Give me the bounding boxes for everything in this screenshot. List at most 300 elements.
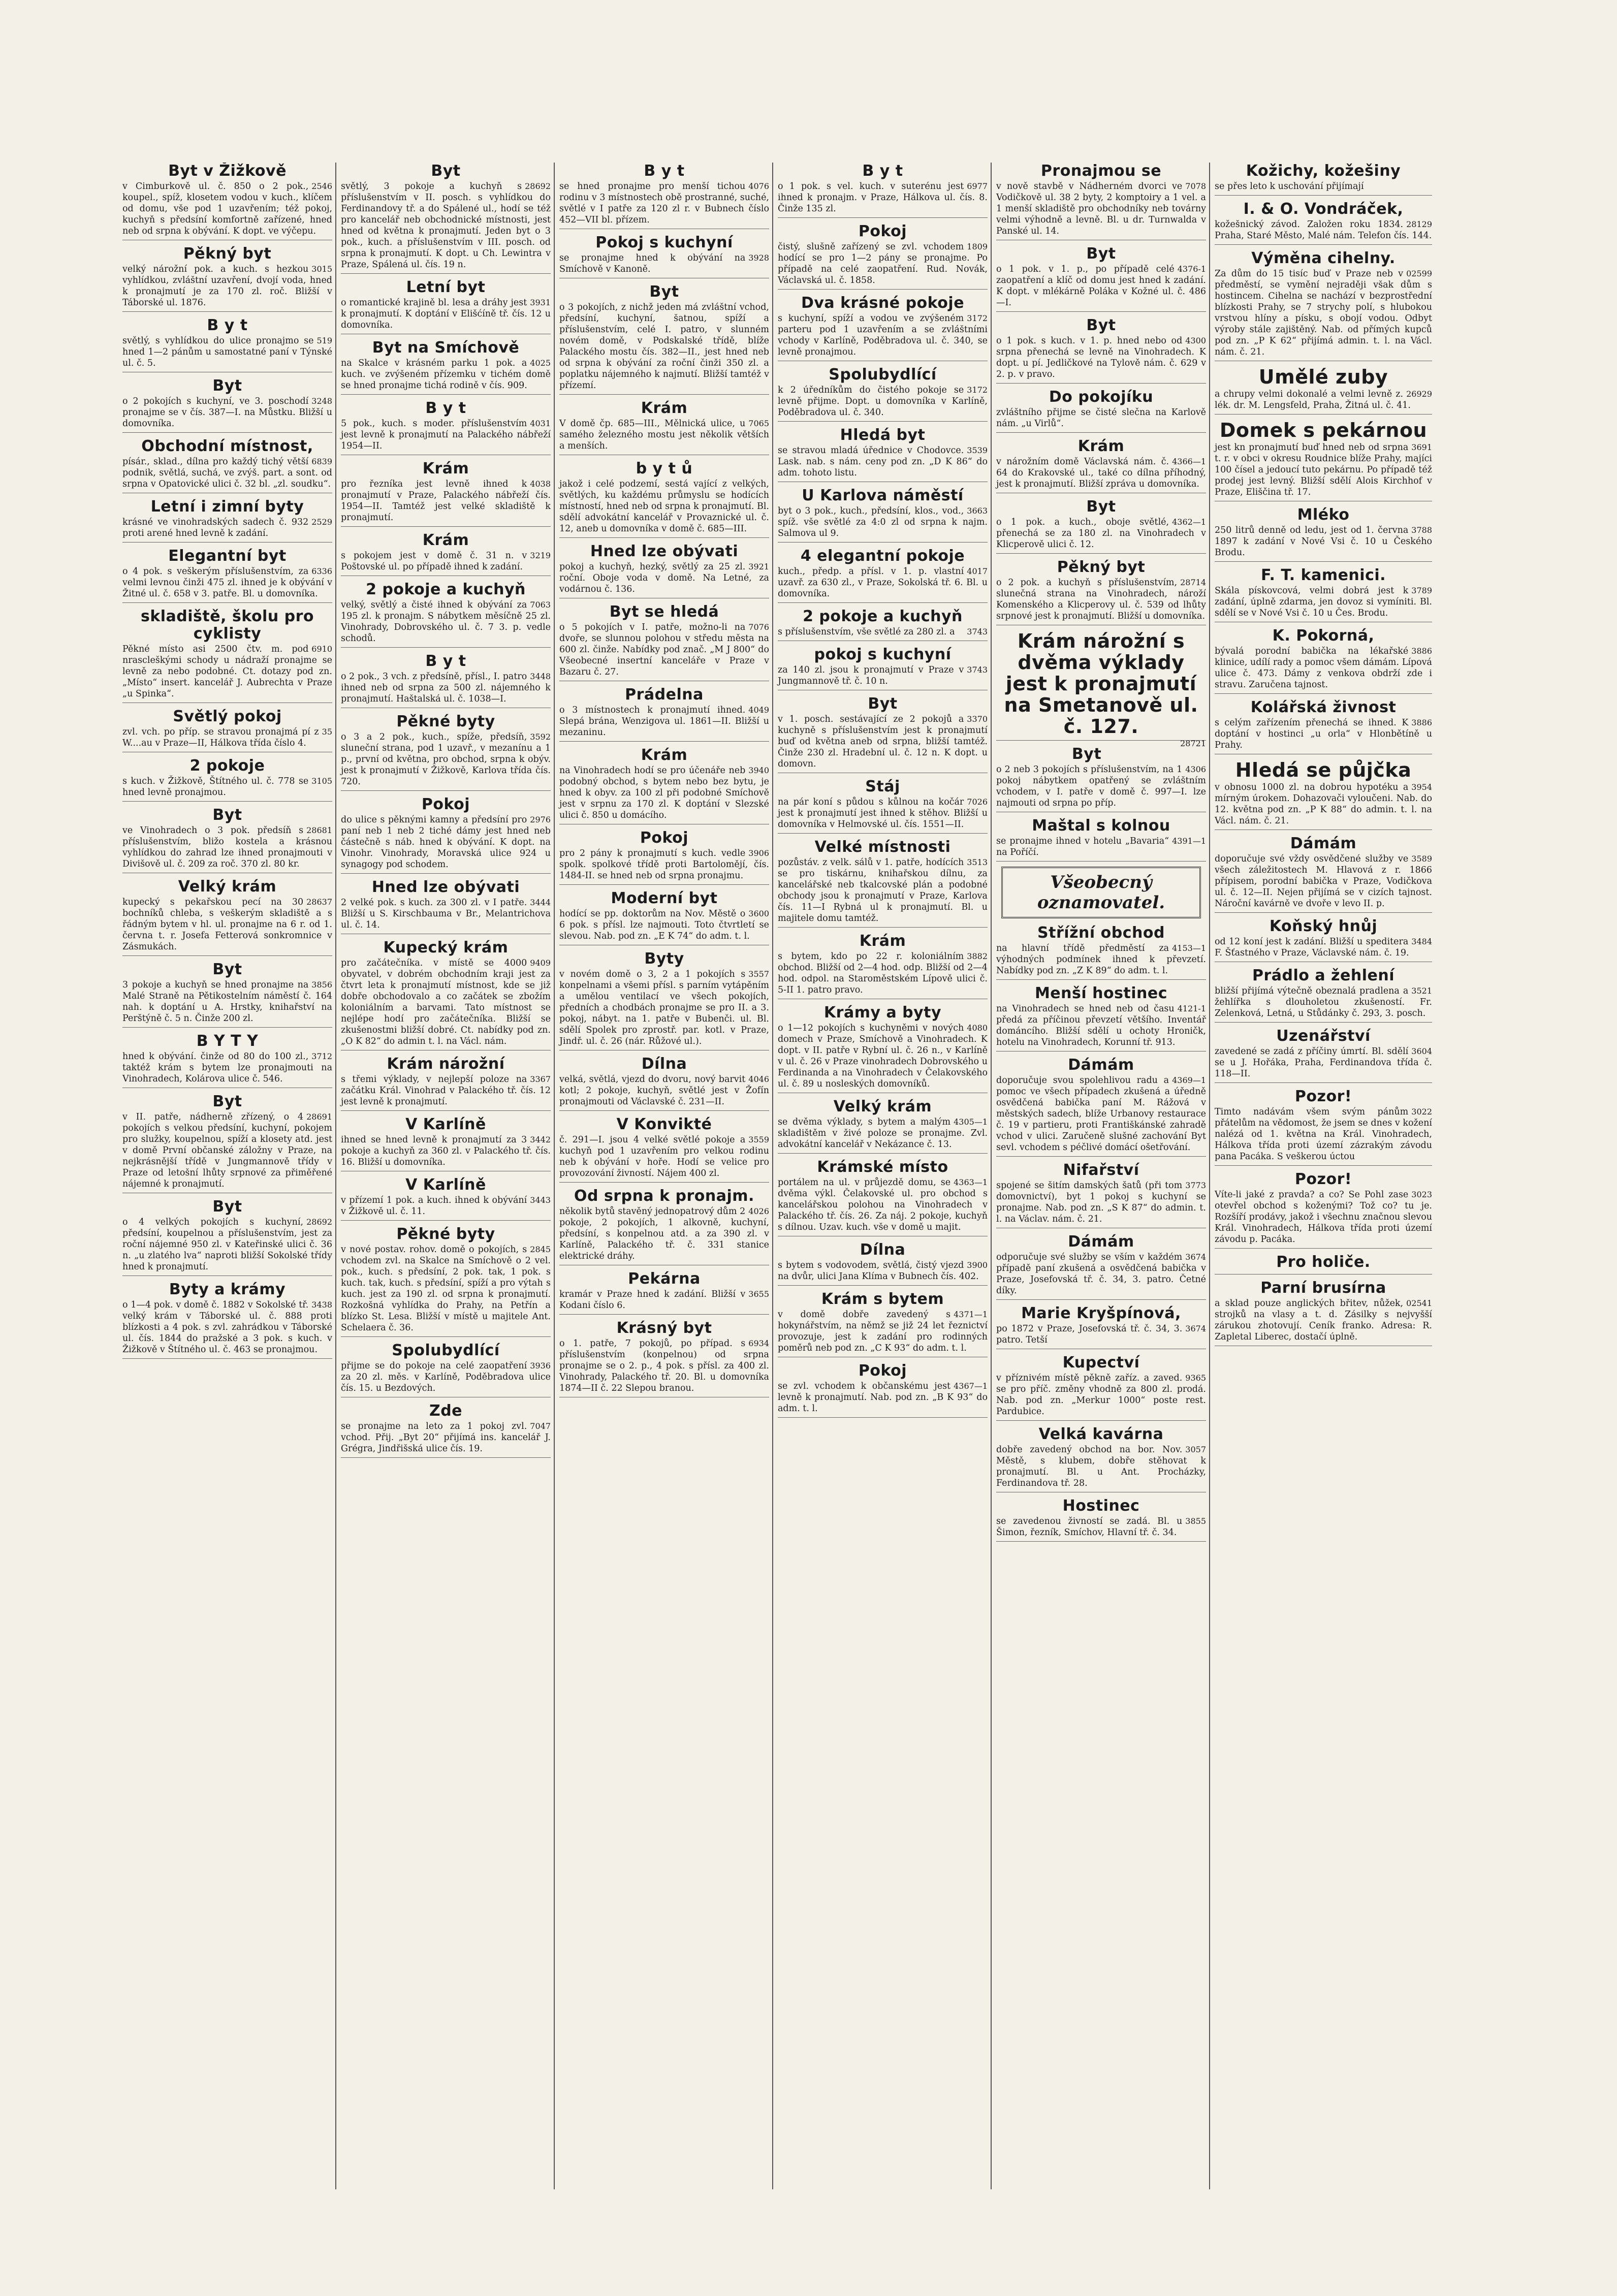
classified-ad — [996, 630, 1206, 748]
ad-code: 6934 — [748, 1338, 769, 1348]
ad-title: Krám — [859, 932, 906, 950]
ad-text: 4121-1 na Vinohradech se hned neb od času předá za příčinou převzetí většího. Inventář dománcího. Bližší sdělí u ochoty Hroničk, hotelu na Vinohradech, Korunní tř. 913. — [996, 1004, 1206, 1047]
ad-title: Byt — [212, 806, 242, 824]
ad-code: 3484 — [1411, 937, 1432, 946]
ad-title: Krám nárožní s dvěma výklady jest k pronajmutí na Smetanově ul. č. 127. — [1004, 630, 1198, 738]
ad-text: 3438 o 1—4 pok. v domě č. 1882 v Sokolské tř. velký krám v Táborské ul. č. 888 proti blízkosti a 4 pok. s zvl. zahrádkou v Táborské ul. čís. 1844 do pražské a 3 pok. s kuch. v Žižkově v Štítného ul. č. 463 se pronajmou. — [122, 1300, 332, 1355]
ad-text: 4017 kuch., předp. a přísl. v 1. p. vlastní uzavř. za 630 zl., v Praze, Sokolská tř. 6. Bl. u domovníka. — [778, 566, 988, 599]
ad-code: 3442 — [530, 1135, 551, 1144]
classified-ad — [122, 245, 332, 312]
classified-ad — [341, 1176, 551, 1221]
ad-text: 3743 za 140 zl. jsou k pronajmutí v Praze v Jungmannově tř. č. 10 n. — [778, 665, 988, 686]
classified-ad — [778, 1004, 988, 1093]
ad-text: 3442 ihned se hned levně k pronajmutí za 3 pokoje a kuchyň za 360 zl. v Palackého tř. čís. 16. Bližší u domovníka. — [341, 1135, 551, 1167]
ad-title: Krám nárožní — [387, 1055, 505, 1073]
ad-title: Byt — [1086, 316, 1116, 334]
classified-ad — [778, 839, 988, 928]
ad-text: 519 světlý, s vyhlídkou do ulice pronajmo se hned 1—2 pánům u samostatné paní v Týnské ul. č. 5. — [122, 336, 332, 368]
ad-title: Velké místnosti — [814, 838, 951, 856]
ad-text: 4363—1 portálem na ul. v průjezdě domu, se dvěma výkl. Čelakovské ul. pro obchod s kancelářskou polohou na Vinohradech v Palackého tř. čís. 26. Za náj. 2 pokoje, kuchyň s dílnou. Uzav. kuch. vše v domě u majit. — [778, 1177, 988, 1232]
ad-text: 26929 a chrupy velmi dokonalé a velmi levně z. lék. dr. M. Lengsfeld, Praha, Žitná ul. č. 41. — [1215, 389, 1432, 410]
ad-text: 4369—1 doporučuje svou spolehlivou radu a pomoc ve všech případech zkušená a úředně osvědčená babička paní M. Rážová v městských sadech, blíže Urbanovy restaurace č. 19 v partieru, proti Františkánské zahradě vchod v ulici. Zaručeně slušné zachování Byt sevl. vchodem s péčlivé domácí ošetřování. — [996, 1075, 1206, 1153]
ad-code: 4080 — [967, 1023, 988, 1033]
ad-text: 7065 V domě čp. 685—III., Mělnická ulice, u samého železného mostu jest několik větších a menších. — [559, 419, 769, 451]
ad-title: V Karlíně — [405, 1176, 486, 1194]
ad-divider — [996, 432, 1206, 433]
column-4 — [775, 163, 991, 2189]
ad-title: Pokoj — [640, 829, 689, 847]
ad-text: 7047 se pronajme na leto za 1 pokoj zvl. vchod. Přij. „Byt 20“ přijímá ins. kancelář J. Grégra, Jindřišská ulice čís. 19. — [341, 1421, 551, 1454]
ad-code: 4363—1 — [954, 1177, 988, 1187]
ad-title: Byty — [644, 950, 684, 968]
classified-ad — [996, 1162, 1206, 1228]
ad-code: 4017 — [967, 566, 988, 576]
classified-ad — [778, 933, 988, 999]
ad-code: 28692 — [306, 1217, 332, 1227]
ad-text: 4076 se hned pronajme pro menší tichou rodinu v 3 místnostech obě prostranné, suché, světlé v I patře za 120 zl r. v Bubnech číslo 452—VII bl. přízem. — [559, 181, 769, 225]
ad-divider — [1215, 1022, 1432, 1023]
ad-title: Umělé zuby — [1258, 366, 1388, 388]
ad-text: 3712 hned k obývání. činže od 80 do 100 zl., taktéž krám s bytem lze pronajmouti na Vinohradech, Kolárova ulice č. 546. — [122, 1051, 332, 1084]
ad-title: b y t ů — [636, 460, 693, 477]
ad-title: Dámám — [1068, 1233, 1134, 1251]
ad-title: Prádelna — [625, 686, 704, 704]
ad-text: 2546 v Cimburkově ul. č. 850 o 2 pok., koupel., spíž, klosetem vodou v kuch., klíčem od domu, vše pod 1 uzavřením; též pokoj, kuchyň s předsíní komfortně zařízené, hned neb od srpna k obývání. K dopt. ve výčepu. — [122, 181, 332, 236]
classified-ad — [996, 746, 1206, 812]
ad-title: Dva krásné pokoje — [801, 294, 965, 312]
ad-divider — [778, 1153, 988, 1154]
ad-text: 3448 o 2 pok., 3 vch. z předsíně, přísl., I. patro ihned neb od srpna za 500 zl. nájemného k pronajmutí. Haštalská ul. č. 1038—I. — [341, 672, 551, 704]
ad-title: U Karlova náměstí — [802, 487, 964, 504]
ad-text: 3559 č. 291—I. jsou 4 velké světlé pokoje a kuchyň pod 1 uzavřením pro velkou rodinu neb k obývání v hoře. Hodí se velice pro provozování živností. Nájem 400 zl. — [559, 1135, 769, 1178]
ad-text: 28692 o 4 velkých pokojích s kuchyní, předsíní, koupelnou a příslušenstvím, jest za roční nájemné 950 zl. v Kateřinské ulici č. 36 n. „u zlatého lva“ naproti bližší Sokolské třídy hned k pronajmutí. — [122, 1217, 332, 1272]
ad-code: 26929 — [1406, 389, 1432, 399]
classified-ad — [341, 1342, 551, 1397]
ad-title: B Y T Y — [196, 1032, 259, 1050]
ad-divider — [122, 602, 332, 603]
ad-text: 2845 v nové postav. rohov. domě o pokojích, s vchodem zvl. na Skalce na Smíchově o 2 vel. pok., kuch. s předsíní, 2 pok. tak, 1 pok. s kuch. tak, kuch. s předsíní, spíží a pro výtah s kuch. jest za 190 zl. od srpna k pronajmutí. Rozkošná vyhlídka do Prahy, na Petřín a blízko St. Lesa. Bližší v místě u majitele Ant. Schelaera č. 36. — [341, 1245, 551, 1333]
notice-box: Všeobecný oznamovatel. — [1001, 867, 1201, 918]
ad-divider — [778, 833, 988, 834]
classified-ad — [559, 1320, 769, 1397]
ad-title: Byt — [212, 377, 242, 395]
ad-code: 7026 — [967, 797, 988, 807]
ad-text: 3557 v novém domě o 3, 2 a 1 pokojích s konpelnami a všemi přísl. s parním vytápěním a umělou ventilací ve všech pokojích, předních a chodbách pronajme se pro II. a 3. pokoj, nábyt. na 1. patře v Bubenči. ul. Bl. sdělí Spolek pro zprostř. par. kotl. v Praze, Jindř. ul. č. 26 (nár. Růžové ul.). — [559, 969, 769, 1046]
ad-code: 4376-1 — [1177, 264, 1206, 274]
ad-divider — [341, 647, 551, 648]
classified-ad — [778, 295, 988, 361]
ad-text: o 3 pokojích, z nichž jeden má zvláštní vchod, předsíní, kuchyní, šatnou, spíží a příslušenstvím, celé I. patro, v slunném novém domě, v Podskalské třídě, blíže Palackého mostu čís. 382—II., jest hned neb od srpna k obývání za roční činži 350 zl. a poplatku nájemného k najmutí. Bližší tamtéž v přízemí. — [559, 302, 769, 391]
classified-ad — [778, 778, 988, 834]
ad-code: 02541 — [1406, 1298, 1432, 1308]
ad-code: 3592 — [530, 732, 551, 742]
ad-text: 6934 o 1. patře, 7 pokojů, po případ. s příslušenstvím (konpelnou) od srpna pronajme se o 2. p., 4 pok. s přísl. za 400 zl. Vinohrady, Palackého tř. 20. Bl. u domovníka 1874—II č. 22 Slepou branou. — [559, 1338, 769, 1393]
ad-code: 28691 — [306, 1112, 332, 1122]
classified-ad — [122, 708, 332, 752]
ad-text: 3022 Timto nadávám všem svým pánům přátelům na vědomost, že jsem se dnes v kožení nalézá od 1. května na Král. Vinohradech, Hálkova třída proti území zázrakým závodu pana Pacáka. S veškerou úctou — [1215, 1107, 1432, 1162]
ad-title: Domek s pekárnou — [1219, 419, 1428, 441]
ad-text: 3513 pozůstáv. z velk. sálů v 1. patře, hodících se pro tiskárnu, knihařskou dílnu, za kancelářské neb tkalcovské plán a podobné obchody jsou k pronajmutí v Praze, Karlova čís. 11—I Rybná ul k pronajmutí. Bl. u majitele domu tamtéž. — [778, 857, 988, 923]
ad-divider — [341, 1110, 551, 1111]
ad-code: 4366—1 — [1172, 457, 1206, 466]
ad-text: 4305—1 se dvěma výklady, s bytem a malým skladištěm v živé poloze se pronajme. Zvl. advokátní kancelář v Nekázance č. 13. — [778, 1117, 988, 1150]
ad-text: 4031 5 pok., kuch. s moder. příslušenstvím jest levně k pronajmutí na Palackého nábřeží 1954—II. — [341, 419, 551, 451]
classified-ad — [1215, 1254, 1432, 1274]
ad-code: 3589 — [1411, 854, 1432, 864]
classified-ad — [996, 498, 1206, 554]
ad-text: 3789 Skála pískovcová, velmi dobrá jest k zadání, úplně zdarma, jen dovoz si vymíniti. Bl. sdělí se v Nové Vsi č. 10 u Čes. Brodu. — [1215, 586, 1432, 618]
ad-text: se přes leto k uschování přijímají — [1215, 181, 1364, 192]
ad-divider — [996, 1541, 1206, 1542]
ad-title: Mléko — [1297, 506, 1350, 524]
ad-title: Letní byt — [406, 278, 486, 296]
ad-text: 3521 bližší přijímá výtečně obeznalá pradlena a žehlířka s dlouholetou zkušeností. Fr. Zelenková, Letná, u Stůdánky č. 293, 3. posch. — [1215, 986, 1432, 1018]
ad-text: 3931 o romantické krajině bl. lesa a dráhy jest k pronajmutí. K doptání v Elišćíně tř. čís. 12 u domovníka. — [341, 298, 551, 330]
ad-text: 3663 byt o 3 pok., kuch., předsíní, klos., vod., spíž. vše světlé za 4:0 zl od srpna k najm. Salmova ul 9. — [778, 506, 988, 538]
ad-code: 3788 — [1411, 525, 1432, 535]
ad-title: Letní i zimní byty — [150, 498, 304, 516]
classified-ad — [122, 438, 332, 493]
ad-code: 3015 — [311, 264, 332, 274]
ad-title: Menší hostinec — [1034, 984, 1168, 1002]
ad-code: 4121-1 — [1177, 1004, 1206, 1013]
classified-ad — [996, 559, 1206, 625]
ad-code: 7065 — [748, 419, 769, 428]
ad-divider — [122, 955, 332, 956]
ad-title: B y t — [207, 316, 248, 334]
ad-divider — [1215, 693, 1432, 694]
ad-divider — [341, 790, 551, 791]
classified-ad — [559, 283, 769, 395]
ad-text: 6336 o 4 pok. s veškerým příslušenstvím, za velmi levnou činži 475 zl. ihned je k obývání v Žitné ul. č. 658 v 3. patře. Bl. u domovníka. — [122, 566, 332, 599]
ad-title: Kožichy, kožešiny — [1246, 163, 1401, 180]
ad-code: 4300 — [1185, 336, 1206, 345]
ad-title: Pokoj s kuchyní — [595, 234, 733, 251]
classified-ad — [341, 163, 551, 274]
ad-title: Byt — [649, 283, 679, 301]
ad-title: Hledá byt — [840, 426, 926, 444]
classified-ad — [341, 879, 551, 934]
ad-code: 4049 — [748, 705, 769, 715]
ad-title: 4 elegantní pokoje — [800, 547, 965, 565]
ad-title: V Konvikté — [616, 1115, 712, 1133]
classified-ad — [122, 1033, 332, 1088]
ad-text: 3589 doporučuje své vždy osvědčené služby ve všech záležitostech M. Hlavová z r. 1866 přípisem, porodní babička v Praze, Vodičkova ul. č. 12—II. Nejen přijímá se v cizích tajnost. Nároční kavárně ve dvoře v levo II. p. — [1215, 854, 1432, 909]
ad-code: 3954 — [1411, 782, 1432, 792]
ad-code: 3900 — [967, 1260, 988, 1270]
ad-title: Krám — [422, 460, 469, 477]
ad-code: 3559 — [748, 1135, 769, 1144]
ad-code: 3557 — [748, 969, 769, 979]
ad-title: Velký krám — [833, 1098, 932, 1115]
ad-code: 4038 — [530, 479, 551, 489]
ad-text: 3539 se stravou mladá úřednice v Chodovce. Lask. nab. s nám. ceny pod zn. „D K 86“ do adm. tohoto listu. — [778, 445, 988, 478]
ad-divider — [122, 1358, 332, 1359]
column-rule — [335, 163, 336, 2189]
ad-text: 3655 kramár v Praze hned k zadání. Bližší v Kodani číslo 6. — [559, 1289, 769, 1311]
ad-code: 3443 — [530, 1195, 551, 1205]
ad-text: 3604 zavedené se zadá z příčiny úmrtí. Bl. sdělí se u J. Hořáka, Praha, Ferdinandova třída č. 118—II. — [1215, 1046, 1432, 1079]
ad-text: 9365 v příznivém místě pěkně zaříz. a zaved. se pro příč. změny vhodně za 800 zl. prodá. Nab. pod zn. „Merkur 1000“ poste rest. Pardubice. — [996, 1373, 1206, 1417]
ad-divider — [996, 1420, 1206, 1421]
ad-text: 3954 v obnosu 1000 zl. na dobrou hypotéku a mírným úrokem. Dohazovači vyloučeni. Nab. do 12. května pod zn. „P K 88“ do admin. t. l. na Václ. nám. č. 21. — [1215, 782, 1432, 826]
ad-divider — [1215, 912, 1432, 913]
ad-code: 4046 — [748, 1074, 769, 1084]
classified-ad — [341, 939, 551, 1050]
ad-text: 3691 jest kn pronajmutí buď hned neb od srpna t. r. v obci v okresu Roudnice blíže Prahy, majíci 100 čísel a jedoucí tuto pekárnu. Po případě též prodej jest levný. Bližší sdělí Alois Kirchhof v Praze, Eliščina tř. 17. — [1215, 442, 1432, 497]
ad-divider — [559, 1314, 769, 1315]
ad-text: 4367—1 se zvl. vchodem k občanskému jest levně k pronajmutí. Nab. pod zn. „B K 93“ do adm. t. l. — [778, 1381, 988, 1414]
classified-ad — [1215, 699, 1432, 754]
ad-code: 4362—1 — [1172, 517, 1206, 527]
ad-code: 4031 — [530, 419, 551, 428]
classified-ad — [778, 608, 988, 641]
classified-ad — [341, 1116, 551, 1171]
classified-ad — [778, 548, 988, 603]
classified-ad — [996, 317, 1206, 384]
classified-ad — [341, 1402, 551, 1458]
classified-ad — [559, 1056, 769, 1111]
ad-title: Dílna — [860, 1241, 906, 1259]
ad-text: 4371—1 v domě dobře zavedený s hokynářstvím, na němž se již 24 let řeznictví provozuje, jest k zadání pro rodinných poměrů neb pod zn. „C K 93“ do adm. t. l. — [778, 1310, 988, 1353]
ad-text: 4306 o 2 neb 3 pokojích s příslušenstvím, na 1 pokoj nábytkem opatřený se zvláštním vchodem, v I. patře v domě č. 997—I. lze najmouti od srpna po příp. — [996, 764, 1206, 808]
ad-title: Obchodní místnost, — [141, 437, 313, 455]
ad-code: 2529 — [311, 517, 332, 527]
ad-text: 3248 o 2 pokojích s kuchyní, ve 3. poschodí pronajme se v čís. 387—I. na Můstku. Bližší u domovníka. — [122, 396, 332, 429]
ad-code: 3663 — [967, 506, 988, 516]
classified-ad — [341, 400, 551, 455]
ad-divider — [778, 1417, 988, 1418]
column-5 — [993, 163, 1209, 2189]
ad-title: Dámám — [1290, 835, 1357, 852]
ad-code: 28692 — [525, 181, 551, 191]
ad-title: Hned lze obývati — [371, 878, 520, 896]
ad-code: 4306 — [1185, 764, 1206, 774]
ad-text: 02541 a sklad pouze anglických břitev, nůžek, strojků na vlasy a t. d. Zásilky s nejvyšší zárukou zhotovují. Ceník franko. Adresa: R. Zapletal Liberec, dostačí úplně. — [1215, 1298, 1432, 1342]
classified-ad — [1215, 1028, 1432, 1083]
ad-title: Krám — [641, 746, 688, 764]
ad-code: 4153—1 — [1172, 943, 1206, 953]
ad-text: 3773 spojené se šitím damských šatů (při tom domovnictví), byt 1 pokoj s kuchyní se pronajme. Nab. pod zn. „S K 87“ do admin. t. l. na Václav. nám. č. 21. — [996, 1181, 1206, 1224]
classified-ad — [996, 245, 1206, 312]
ad-code: 3928 — [748, 253, 769, 263]
classified-ad — [341, 581, 551, 648]
ad-title: Spolubydlící — [829, 366, 937, 384]
ad-text: 4366—1 v nárožním domě Václavská nám. č. 64 do Krakovské ul., také co dílna příhodný, jest k pronajmutí. Bližší zpráva u domovníka. — [996, 457, 1206, 489]
classified-ad — [559, 686, 769, 742]
ad-code: 4026 — [748, 1206, 769, 1216]
classified-ad — [778, 223, 988, 290]
classified-ad — [341, 460, 551, 527]
ad-code: 3773 — [1185, 1181, 1206, 1190]
ad-title: Byt — [1086, 498, 1116, 516]
ad-divider — [559, 1182, 769, 1183]
classified-ad — [778, 695, 988, 773]
ad-divider — [1215, 1082, 1432, 1083]
ad-code: 2976 — [530, 815, 551, 824]
ad-divider — [996, 740, 1206, 741]
ad-title: Pozor! — [1294, 1170, 1352, 1188]
ad-title: K. Pokorná, — [1272, 627, 1375, 645]
ad-code: 3105 — [311, 776, 332, 786]
ad-title: Byt — [212, 1093, 242, 1110]
ad-title: Do pokojíku — [1049, 388, 1154, 406]
ad-code: 3370 — [967, 714, 988, 724]
ad-divider — [1215, 1165, 1432, 1166]
classified-ad — [1215, 163, 1432, 196]
ad-code: 9409 — [530, 958, 551, 968]
ad-title: Elegantní byt — [168, 547, 287, 565]
classified-ad — [1215, 967, 1432, 1023]
ad-text: 3921 pokoj a kuchyň, hezký, světlý za 25 zl. roční. Oboje voda v domě. Na Letné, za vodárnou č. 136. — [559, 562, 769, 594]
ad-title: Byt — [868, 695, 898, 713]
ad-code: 4305—1 — [954, 1117, 988, 1127]
ad-divider — [559, 394, 769, 395]
ad-text: 3882 s bytem, kdo po 22 r. koloniálním obchod. Bližší od 2—4 hod. odp. Bližší od 2—4 hod. odpol. na Staroměstském Lípově ulici č. 5-II 1. patro pravo. — [778, 951, 988, 995]
ad-text: 3057 dobře zavedený obchod na bor. Nov. Městě, s klubem, dobře stěhovat k pronajmutí. Bl. u Ant. Procházky, Ferdinandova tř. 28. — [996, 1445, 1206, 1488]
ad-text: 7076 o 5 pokojích v I. patře, možno-li na dvoře, se slunnou polohou v středu města na 600 zl. činže. Nabídky pod znač. „M J 800“ do Všeobecné insertní kanceláře v Praze v Bazaru č. 27. — [559, 622, 769, 677]
ad-text: 3886 s celým zařízením přenechá se ihned. K doptání v hostinci „u orla“ v Hlonbětíně u Prahy. — [1215, 718, 1432, 750]
ad-code: 3172 — [967, 385, 988, 395]
classified-ad — [341, 713, 551, 791]
ad-title: Byt se hledá — [609, 603, 719, 621]
ad-text: 28129 kožešnický závod. Založen roku 1834. Praha, Staré Město, Malé nám. Telefon čís. 144. — [1215, 219, 1432, 241]
ad-title: Pěkné byty — [396, 713, 495, 730]
classified-ad — [996, 817, 1206, 862]
ad-code: 3674 — [1185, 1252, 1206, 1262]
ad-code: 3172 — [967, 313, 988, 323]
ad-code: 3248 — [311, 396, 332, 406]
ad-title: Kupectví — [1062, 1354, 1140, 1372]
ad-code: 3367 — [530, 1074, 551, 1084]
ad-code: 519 — [316, 336, 332, 345]
ad-title: Krám — [641, 399, 688, 417]
ad-title: Byt — [212, 1198, 242, 1216]
ad-text: 2529 krásné ve vinohradských sadech č. 932 proti arené hned levně k zadání. — [122, 517, 332, 538]
ad-title: B y t — [862, 163, 903, 180]
classified-ad — [122, 961, 332, 1028]
ad-text: 3674 po 1872 v Praze, Josefovská tř. č. 34, 3. patro. Tetší — [996, 1324, 1206, 1345]
ad-title: Zde — [429, 1402, 463, 1420]
ad-text: 3367 s třemi výklady, v nejlepší poloze na začátku Král. Vinohrad v Palackého tř. čís. 12 jest levně k pronajmutí. — [341, 1074, 551, 1107]
ad-text: 7063 velký, světlý a čisté ihned k obývání za 195 zl. k pronajm. S nábytkem měsíčně 25 zl. Vinohrady, Dobrovského ul. č. 7 3. p. vedle schodů. — [341, 600, 551, 644]
ad-code: 7063 — [530, 600, 551, 610]
ad-code: 6977 — [967, 181, 988, 191]
ad-title: Pronajmou se — [1040, 163, 1162, 180]
classified-ad — [1215, 1171, 1432, 1249]
ad-text: 3219 s pokojem jest v domě č. 31 n. v Poštovské ul. po případě ihned k zadání. — [341, 551, 551, 572]
column-rule — [1209, 163, 1210, 2189]
ad-title: Koňský hnůj — [1269, 917, 1378, 935]
ad-divider — [778, 602, 988, 603]
classified-ad — [778, 427, 988, 482]
ad-title: Velká kavárna — [1038, 1425, 1164, 1443]
classified-ad — [122, 878, 332, 956]
classified-ad — [559, 400, 769, 455]
ad-text: 9409 pro začátečníka. v místě se 4000 obyvatel, v dobrém obchodním kraji jest za čtvrt leta k pronajmutí místnost, kde se již dobře obchodovalo a co začátek se zbožím koloniálním a barvami. Tato místnost se nejlépe hodí pro začátečníka. Bližší se zkušenostmi bližší dobré. Ct. nabídky pod zn. „O K 82“ do admin t. l. na Václ. nám. — [341, 958, 551, 1046]
classified-ad — [778, 646, 988, 690]
ad-title: B y t — [425, 652, 466, 670]
classified-ad — [1215, 627, 1432, 694]
ad-title: Moderní byt — [611, 889, 718, 907]
classified-ad — [122, 317, 332, 372]
ad-title: Pokoj — [421, 795, 470, 813]
ad-text: 4376-1 o 1 pok. v 1. p., po případě celé zaopatření a klíč od domu jest hned k zadání. K dopt. v mlékárně Poláka v Kožné ul. č. 486—I. — [996, 264, 1206, 308]
ad-text: 4080 o 1—12 pokojích s kuchyněmi v nových domech v Praze, Smíchově a Vinohradech. K dopt. v II. patře v Rybní ul. č. 26 n., v Karlíně v ul. č. 26 v Praze vinohradech Dobrovského u Ferdinanda a na Vinohradech v Čelakovského ul. č. 89 u nosleských domovníků. — [778, 1023, 988, 1089]
ad-divider — [996, 979, 1206, 980]
ad-title: Kupecký krám — [383, 939, 509, 956]
ad-text: 3928 se pronajme hned k obývání na Smíchově v Kanoně. — [559, 253, 769, 274]
column-3 — [556, 163, 772, 2189]
ad-divider — [341, 1457, 551, 1458]
ad-text: 3855 se zavedenou živností se zadá. Bl. u Šimon, řezník, Smíchov, Hlavní tř. č. 34. — [996, 1516, 1206, 1538]
classified-ad — [1215, 759, 1432, 830]
ad-code: 4391—1 — [1172, 836, 1206, 846]
column-rule — [772, 163, 773, 2189]
ad-text: 3105 s kuch. v Žižkově, Štítného ul. č. 778 se hned levně pronajmou. — [122, 776, 332, 798]
classified-ad — [778, 1291, 988, 1357]
ad-code: 9365 — [1185, 1373, 1206, 1383]
classified-ad — [122, 1198, 332, 1276]
ad-divider — [559, 537, 769, 538]
classified-ad — [1215, 506, 1432, 562]
classified-ad — [559, 950, 769, 1050]
ad-divider — [341, 1220, 551, 1221]
classified-ad — [122, 1093, 332, 1193]
classified-ad — [122, 163, 332, 240]
ad-title: Stáj — [865, 778, 900, 795]
ad-title: B y t — [644, 163, 685, 180]
ad-divider — [341, 1336, 551, 1337]
classified-ad — [122, 757, 332, 802]
ad-title: Dámám — [1068, 1056, 1134, 1074]
ad-title: Byt v Žižkově — [168, 163, 287, 180]
ad-code: 28129 — [1406, 219, 1432, 229]
ad-title: skladiště, školu pro cyklisty — [140, 608, 314, 643]
ad-divider — [1215, 1248, 1432, 1249]
ad-title: Prádlo a žehlení — [1252, 967, 1394, 984]
classified-ad — [122, 377, 332, 433]
ad-title: 2 pokoje a kuchyň — [803, 608, 963, 625]
classified-ad — [559, 747, 769, 824]
ad-text: 4153—1 na hlavní třídě předměstí za výhodných podmínek ihned k převzetí. Nabídky pod zn. „Z K 89“ do adm. t. l. — [996, 943, 1206, 976]
ad-divider — [122, 432, 332, 433]
ad-text: 3592 o 3 a 2 pok., kuch., spíže, předsíň, sluneční strana, pod 1 uzavř., v mezanínu a 1 p., první od května, pro obchod, srpna k obýv. jest k pronajmutí v Žižkově, Karlova třída čís. 720. — [341, 732, 551, 787]
ad-title: Světlý pokoj — [173, 708, 282, 725]
ad-code: 3444 — [530, 898, 551, 907]
ad-title: Kolářská živnost — [1250, 698, 1397, 716]
classified-ad — [341, 532, 551, 576]
column-rule — [991, 163, 992, 2189]
classified-ad — [1215, 835, 1432, 913]
ad-title: Pekárna — [628, 1270, 701, 1288]
ad-code: 3855 — [1185, 1516, 1206, 1526]
classified-ad — [778, 1159, 988, 1236]
ad-text: 3886 bývalá porodní babička na lékařské klinice, udílí rady a pomoc všem dámám. Lípová ulice č. 473. Dámy z venkova obdrží zde i stravu. Zaručena tajnost. — [1215, 646, 1432, 690]
ad-code: 4076 — [748, 181, 769, 191]
ad-text: 4362—1 o 1 pok. a kuch., oboje světlé, přenechá se za 180 zl. na Vinohradech v Klicperově ulici č. 12. — [996, 517, 1206, 550]
ad-code: 28721 — [1180, 739, 1206, 748]
classified-ad — [122, 1281, 332, 1359]
classified-ad — [341, 339, 551, 395]
ad-divider — [778, 217, 988, 218]
ad-text: 1809 čistý, slušně zařízený se zvl. vchodem hodící se pro 1—2 pány se pronajme. Po případě na celé zaopatření. Rud. Novák, Václavská ul. č. 1858. — [778, 242, 988, 285]
ad-text: 3788 250 litrů denně od ledu, jest od 1. června 1897 k zadání v Nové Vsi č. 10 u Českého Brodu. — [1215, 525, 1432, 558]
classified-ad — [778, 366, 988, 422]
ad-divider — [1215, 244, 1432, 245]
ad-code: 4367—1 — [954, 1381, 988, 1391]
classified-ad — [996, 1057, 1206, 1157]
